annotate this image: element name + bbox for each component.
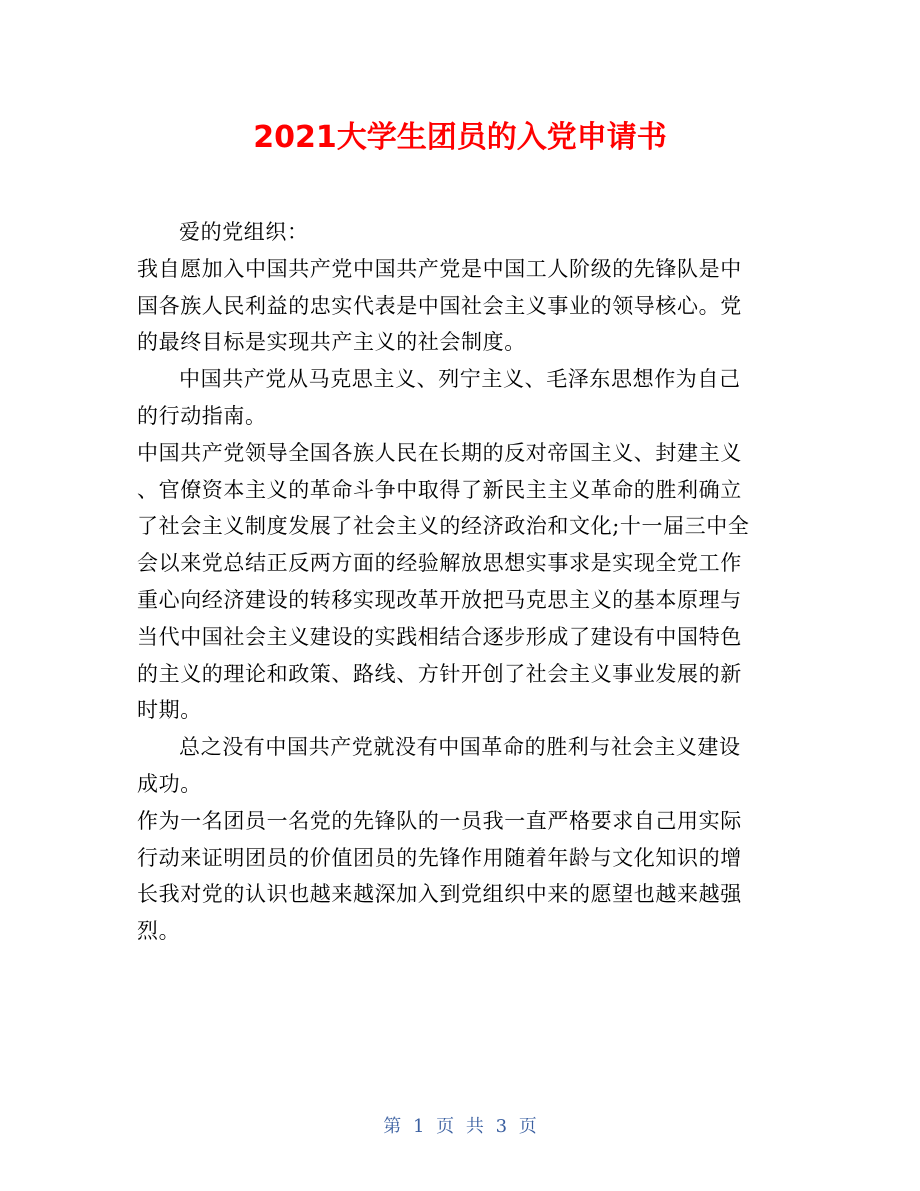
page-number-footer: 第 1 页 共 3 页 bbox=[383, 1116, 537, 1137]
text-line: 中国共产党从马克思主义、列宁主义、毛泽东思想作为自己 bbox=[179, 367, 741, 392]
text-line: 的最终目标是实现共产主义的社会制度。 bbox=[137, 330, 526, 355]
text-line: 成功。 bbox=[137, 771, 202, 796]
text-line: 的行动指南。 bbox=[137, 403, 267, 428]
text-line: 国各族人民利益的忠实代表是中国社会主义事业的领导核心。党 bbox=[137, 293, 742, 318]
text-line: 总之没有中国共产党就没有中国革命的胜利与社会主义建设 bbox=[179, 735, 741, 760]
text-line: 时期。 bbox=[137, 698, 202, 723]
text-line: 当代中国社会主义建设的实践相结合逐步形成了建设有中国特色 bbox=[137, 624, 742, 649]
text-line: 重心向经济建设的转移实现改革开放把马克思主义的基本原理与 bbox=[137, 587, 742, 612]
text-line: 长我对党的认识也越来越深加入到党组织中来的愿望也越来越强 bbox=[137, 882, 742, 907]
text-line: 了社会主义制度发展了社会主义的经济政治和文化;十一届三中全 bbox=[137, 514, 750, 539]
text-line: 会以来党总结正反两方面的经验解放思想实事求是实现全党工作 bbox=[137, 551, 742, 576]
text-line: 烈。 bbox=[137, 919, 181, 944]
text-line: 的主义的理论和政策、路线、方针开创了社会主义事业发展的新 bbox=[137, 661, 742, 686]
text-line: 爱的党组织： bbox=[179, 220, 309, 244]
text-line: 作为一名团员一名党的先锋队的一员我一直严格要求自己用实际 bbox=[137, 808, 742, 833]
text-line: 我自愿加入中国共产党中国共产党是中国工人阶级的先锋队是中 bbox=[137, 256, 742, 281]
document-title: 2021大学生团员的入党申请书 bbox=[253, 120, 667, 155]
text-line: 行动来证明团员的价值团员的先锋作用随着年龄与文化知识的增 bbox=[137, 845, 742, 870]
text-line: 、官僚资本主义的革命斗争中取得了新民主主义革命的胜利确立 bbox=[137, 477, 742, 502]
document-body bbox=[137, 214, 777, 950]
text-line: 中国共产党领导全国各族人民在长期的反对帝国主义、封建主义 bbox=[137, 440, 742, 465]
